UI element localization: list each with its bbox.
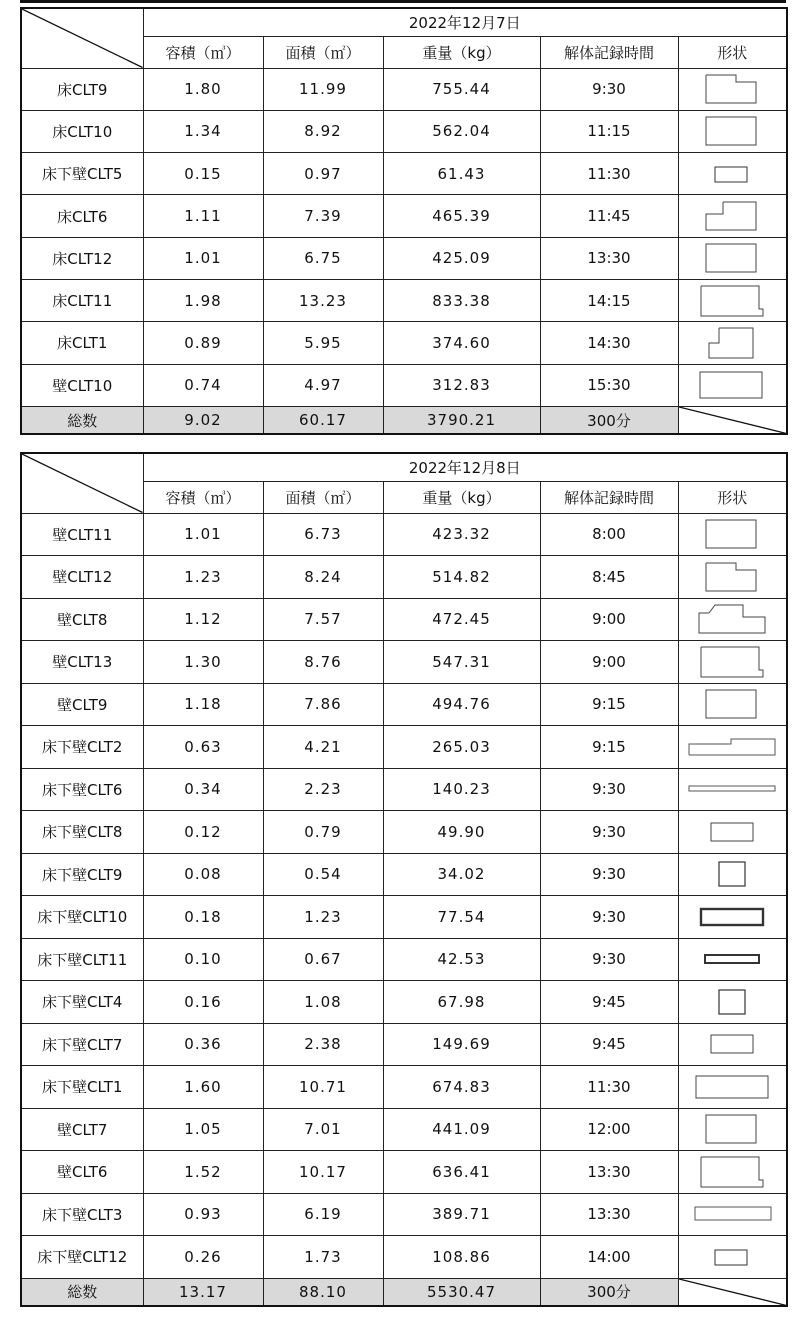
total-diagonal-cell [678,406,787,434]
total-label: 総数 [21,1278,143,1306]
shape-diagram [678,896,787,939]
volume-value: 1.01 [143,237,263,279]
weight-value: 389.71 [383,1193,540,1236]
time-value: 9:30 [540,853,678,896]
total-time: 300分 [540,1278,678,1306]
member-name: 床下壁CLT4 [21,981,143,1024]
weight-value: 42.53 [383,938,540,981]
table-row [21,853,787,896]
shape-diagram [678,1151,787,1194]
table-row [21,598,787,641]
weight-value: 547.31 [383,641,540,684]
volume-value: 1.11 [143,195,263,237]
total-time: 300分 [540,406,678,434]
shape-diagram [678,195,787,237]
total-volume: 13.17 [143,1278,263,1306]
member-name: 壁CLT11 [21,513,143,556]
member-name: 床下壁CLT6 [21,768,143,811]
date-header: 2022年12月8日 [143,453,787,481]
area-value: 4.97 [263,364,383,406]
table-row [21,726,787,769]
total-area: 88.10 [263,1278,383,1306]
table-row [21,938,787,981]
volume-value: 0.12 [143,811,263,854]
weight-header: 重量（kg） [383,36,540,68]
time-value: 14:15 [540,279,678,321]
table-row [21,683,787,726]
table-row [21,768,787,811]
area-value: 6.19 [263,1193,383,1236]
total-area: 60.17 [263,406,383,434]
member-name: 床下壁CLT2 [21,726,143,769]
time-header: 解体記録時間 [540,36,678,68]
area-value: 6.73 [263,513,383,556]
volume-value: 1.01 [143,513,263,556]
weight-value: 441.09 [383,1108,540,1151]
area-value: 8.24 [263,556,383,599]
time-value: 13:30 [540,1193,678,1236]
time-value: 11:30 [540,153,678,195]
date-header-row [21,8,787,36]
volume-value: 0.08 [143,853,263,896]
shape-diagram [678,1066,787,1109]
area-value: 0.97 [263,153,383,195]
shape-diagram [678,1236,787,1279]
shape-diagram [678,1023,787,1066]
weight-value: 312.83 [383,364,540,406]
table-row [21,811,787,854]
area-value: 11.99 [263,68,383,110]
area-value: 4.21 [263,726,383,769]
member-name: 床下壁CLT9 [21,853,143,896]
area-value: 1.23 [263,896,383,939]
member-name: 床CLT12 [21,237,143,279]
area-value: 5.95 [263,322,383,364]
date-header-row [21,453,787,481]
table-row [21,896,787,939]
shape-diagram [678,598,787,641]
volume-value: 0.63 [143,726,263,769]
member-name: 床下壁CLT7 [21,1023,143,1066]
weight-value: 494.76 [383,683,540,726]
table-row [21,556,787,599]
weight-value: 34.02 [383,853,540,896]
table-row [21,1023,787,1066]
time-value: 13:30 [540,1151,678,1194]
shape-diagram [678,556,787,599]
time-value: 9:45 [540,981,678,1024]
member-name: 壁CLT9 [21,683,143,726]
weight-value: 833.38 [383,279,540,321]
shape-diagram [678,938,787,981]
area-value: 13.23 [263,279,383,321]
corner-diagonal-cell [21,453,143,513]
volume-value: 0.74 [143,364,263,406]
volume-value: 0.15 [143,153,263,195]
total-label: 総数 [21,406,143,434]
time-value: 8:45 [540,556,678,599]
volume-value: 1.23 [143,556,263,599]
area-value: 0.67 [263,938,383,981]
volume-value: 1.60 [143,1066,263,1109]
volume-value: 0.16 [143,981,263,1024]
shape-diagram [678,853,787,896]
member-name: 壁CLT12 [21,556,143,599]
area-header: 面積（㎡） [263,481,383,513]
shape-diagram [678,237,787,279]
area-value: 2.38 [263,1023,383,1066]
table-row [21,1066,787,1109]
total-volume: 9.02 [143,406,263,434]
shape-diagram [678,641,787,684]
time-value: 9:45 [540,1023,678,1066]
shape-header: 形状 [678,481,787,513]
shape-diagram [678,1108,787,1151]
total-weight: 3790.21 [383,406,540,434]
shape-diagram [678,110,787,152]
table-row [21,513,787,556]
table-row [21,641,787,684]
weight-value: 755.44 [383,68,540,110]
records-table-1 [20,7,788,435]
volume-value: 0.34 [143,768,263,811]
weight-value: 425.09 [383,237,540,279]
time-value: 9:30 [540,896,678,939]
time-value: 8:00 [540,513,678,556]
table-row [21,1108,787,1151]
time-value: 9:30 [540,938,678,981]
corner-diagonal-cell [21,8,143,68]
member-name: 床下壁CLT3 [21,1193,143,1236]
volume-header: 容積（㎥） [143,481,263,513]
table-row [21,364,787,406]
weight-value: 77.54 [383,896,540,939]
volume-value: 0.89 [143,322,263,364]
member-name: 壁CLT8 [21,598,143,641]
area-value: 2.23 [263,768,383,811]
area-value: 1.08 [263,981,383,1024]
table-row [21,153,787,195]
weight-value: 61.43 [383,153,540,195]
shape-diagram [678,1193,787,1236]
time-value: 11:15 [540,110,678,152]
records-table-2 [20,452,788,1307]
weight-header: 重量（kg） [383,481,540,513]
volume-value: 1.12 [143,598,263,641]
total-row [21,1278,787,1306]
area-value: 7.57 [263,598,383,641]
area-value: 7.01 [263,1108,383,1151]
table-row [21,322,787,364]
area-header: 面積（㎡） [263,36,383,68]
volume-value: 1.34 [143,110,263,152]
volume-value: 0.18 [143,896,263,939]
volume-value: 0.36 [143,1023,263,1066]
time-value: 9:00 [540,598,678,641]
member-name: 壁CLT10 [21,364,143,406]
weight-value: 108.86 [383,1236,540,1279]
member-name: 床CLT1 [21,322,143,364]
member-name: 床CLT6 [21,195,143,237]
volume-value: 1.18 [143,683,263,726]
area-value: 10.71 [263,1066,383,1109]
table-row [21,110,787,152]
table-row [21,1151,787,1194]
member-name: 床下壁CLT8 [21,811,143,854]
shape-diagram [678,683,787,726]
shape-diagram [678,513,787,556]
table-row [21,279,787,321]
shape-diagram [678,279,787,321]
total-weight: 5530.47 [383,1278,540,1306]
member-name: 床下壁CLT5 [21,153,143,195]
area-value: 10.17 [263,1151,383,1194]
member-name: 床下壁CLT1 [21,1066,143,1109]
member-name: 床下壁CLT10 [21,896,143,939]
member-name: 床CLT9 [21,68,143,110]
weight-value: 67.98 [383,981,540,1024]
volume-value: 1.52 [143,1151,263,1194]
area-value: 8.92 [263,110,383,152]
volume-value: 1.98 [143,279,263,321]
volume-value: 1.80 [143,68,263,110]
shape-diagram [678,981,787,1024]
time-header: 解体記録時間 [540,481,678,513]
date-header: 2022年12月7日 [143,8,787,36]
table-row [21,981,787,1024]
volume-value: 1.30 [143,641,263,684]
time-value: 15:30 [540,364,678,406]
volume-value: 0.10 [143,938,263,981]
top-rule [20,0,786,3]
time-value: 9:00 [540,641,678,684]
shape-diagram [678,153,787,195]
shape-diagram [678,364,787,406]
area-value: 6.75 [263,237,383,279]
table-row [21,1193,787,1236]
weight-value: 423.32 [383,513,540,556]
area-value: 7.39 [263,195,383,237]
table-row [21,237,787,279]
table-row [21,1236,787,1279]
weight-value: 636.41 [383,1151,540,1194]
weight-value: 465.39 [383,195,540,237]
weight-value: 140.23 [383,768,540,811]
total-diagonal-cell [678,1278,787,1306]
shape-diagram [678,768,787,811]
volume-value: 1.05 [143,1108,263,1151]
member-name: 床CLT11 [21,279,143,321]
time-value: 9:30 [540,811,678,854]
weight-value: 674.83 [383,1066,540,1109]
volume-value: 0.93 [143,1193,263,1236]
weight-value: 472.45 [383,598,540,641]
weight-value: 265.03 [383,726,540,769]
total-row [21,406,787,434]
shape-diagram [678,68,787,110]
time-value: 9:15 [540,683,678,726]
member-name: 壁CLT13 [21,641,143,684]
member-name: 壁CLT7 [21,1108,143,1151]
weight-value: 562.04 [383,110,540,152]
time-value: 9:30 [540,768,678,811]
shape-diagram [678,811,787,854]
weight-value: 514.82 [383,556,540,599]
time-value: 13:30 [540,237,678,279]
member-name: 壁CLT6 [21,1151,143,1194]
time-value: 14:30 [540,322,678,364]
time-value: 9:15 [540,726,678,769]
shape-diagram [678,322,787,364]
area-value: 1.73 [263,1236,383,1279]
member-name: 床下壁CLT11 [21,938,143,981]
time-value: 11:30 [540,1066,678,1109]
member-name: 床CLT10 [21,110,143,152]
shape-diagram [678,726,787,769]
volume-value: 0.26 [143,1236,263,1279]
member-name: 床下壁CLT12 [21,1236,143,1279]
table-row [21,68,787,110]
area-value: 8.76 [263,641,383,684]
volume-header: 容積（㎥） [143,36,263,68]
area-value: 7.86 [263,683,383,726]
time-value: 12:00 [540,1108,678,1151]
time-value: 9:30 [540,68,678,110]
weight-value: 49.90 [383,811,540,854]
time-value: 11:45 [540,195,678,237]
weight-value: 149.69 [383,1023,540,1066]
area-value: 0.79 [263,811,383,854]
area-value: 0.54 [263,853,383,896]
shape-header: 形状 [678,36,787,68]
weight-value: 374.60 [383,322,540,364]
table-row [21,195,787,237]
time-value: 14:00 [540,1236,678,1279]
